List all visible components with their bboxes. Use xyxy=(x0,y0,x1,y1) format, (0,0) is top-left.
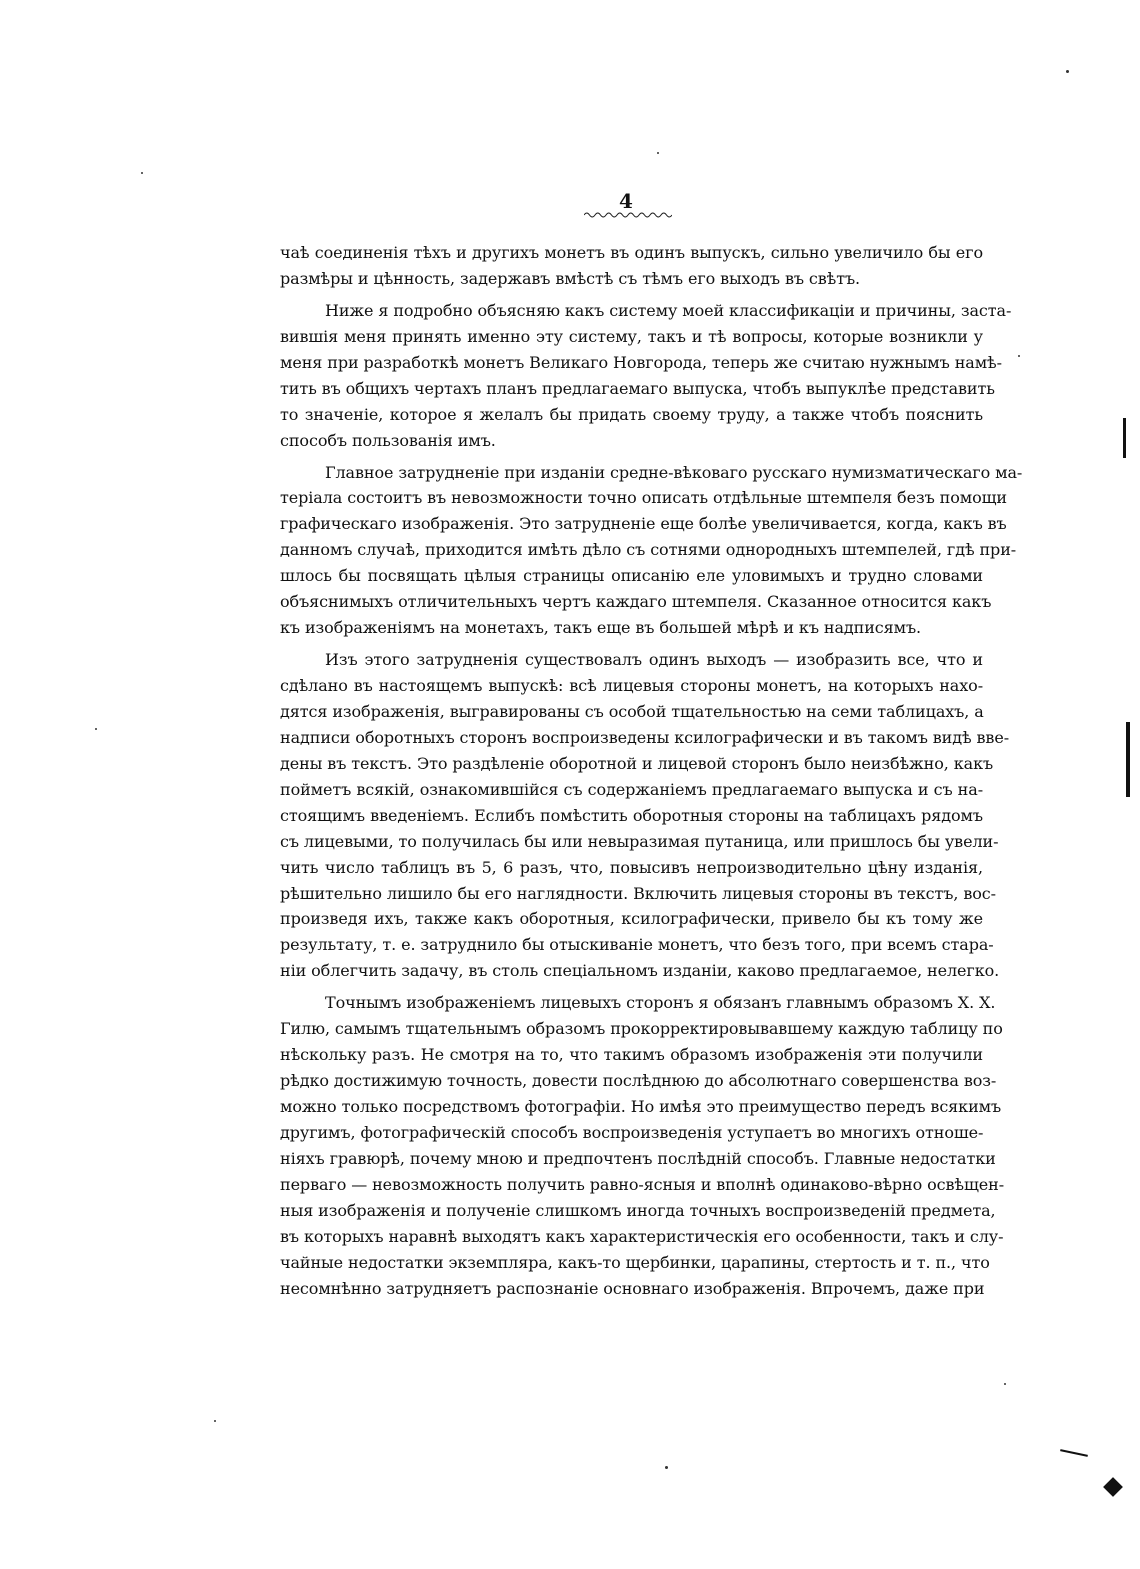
text-line: данномъ случаѣ, приходится имѣть дѣло съ сотнями однородныхъ штемпелей, гдѣ при- xyxy=(280,540,1017,560)
text-line: можно только посредствомъ фотографіи. Но имѣя это преимущество передъ всякимъ xyxy=(280,1097,1002,1116)
text-line: сдѣлано въ настоящемъ выпускѣ: всѣ лицевыя стороны монетъ, на которыхъ нахо- xyxy=(280,676,983,695)
text-line: перваго — невозможность получить равно-ясныя и вполнѣ одинаково-вѣрно освѣщен- xyxy=(280,1174,1004,1194)
text-line: дены въ текстъ. Это раздѣленіе оборотной и лицевой сторонъ было неизбѣжно, какъ xyxy=(280,753,994,773)
text-line: въ которыхъ наравнѣ выходятъ какъ характеристическія его особенности, такъ и слу- xyxy=(280,1226,1004,1246)
text-line: стоящимъ введеніемъ. Еслибъ помѣстить оборотныя стороны на таблицахъ рядомъ xyxy=(280,805,983,825)
binding-edge-mark xyxy=(1103,1477,1123,1497)
scan-speck xyxy=(1018,355,1020,357)
text-line: объяснимыхъ отличительныхъ чертъ каждаго штемпеля. Сказанное относится какъ xyxy=(280,592,992,612)
text-line: Гилю, самымъ тщательнымъ образомъ прокорректировывавшему каждую таблицу по xyxy=(280,1019,1003,1039)
text-line: Точнымъ изображеніемъ лицевыхъ сторонъ я обязанъ главнымъ образомъ Х. Х. xyxy=(325,993,996,1013)
binding-edge-mark xyxy=(1060,1449,1088,1457)
text-line: несомнѣнно затрудняетъ распознаніе основнаго изображенія. Впрочемъ, даже при xyxy=(280,1278,985,1298)
scan-speck xyxy=(1004,1383,1006,1385)
text-line: чаѣ соединенія тѣхъ и другихъ монетъ въ одинъ выпускъ, сильно увеличило бы его xyxy=(280,243,983,262)
scan-speck xyxy=(95,728,97,730)
body-text xyxy=(280,240,1023,1302)
text-line: графическаго изображенія. Это затрудненіе еще болѣе увеличивается, когда, какъ въ xyxy=(280,514,1007,534)
text-line: ніи облегчить задачу, въ столь спеціальномъ изданіи, каково предлагаемое, нелегко. xyxy=(280,961,1000,981)
text-line: чайные недостатки экземпляра, какъ-то щербинки, царапины, стертость и т. п., что xyxy=(280,1252,990,1272)
text-line: дятся изображенія, выгравированы съ особой тщательностью на семи таблицахъ, а xyxy=(280,701,984,721)
text-line: рѣдко достижимую точность, довести послѣднюю до абсолютнаго совершенства воз- xyxy=(280,1071,997,1091)
text-line: Главное затрудненіе при изданіи средне-вѣковаго русскаго нумизматическаго ма- xyxy=(325,462,1023,482)
scan-speck xyxy=(214,1420,216,1422)
text-line: шлось бы посвящать цѣлыя страницы описанію еле уловимыхъ и трудно словами xyxy=(280,566,983,586)
binding-edge-mark xyxy=(1126,722,1130,797)
text-line: произведя ихъ, также какъ оборотныя, ксилографически, привело бы къ тому же xyxy=(280,909,983,929)
text-line: къ изображеніямъ на монетахъ, такъ еще въ большей мѣрѣ и къ надписямъ. xyxy=(280,618,922,638)
scan-speck xyxy=(657,152,659,154)
text-line: чить число таблицъ въ 5, 6 разъ, что, повысивъ непроизводительно цѣну изданія, xyxy=(280,857,983,877)
text-line: то значеніе, которое я желалъ бы придать своему труду, а также чтобъ пояснить xyxy=(280,404,983,424)
text-line: съ лицевыми, то получилась бы или невыразимая путаница, или пришлось бы увели- xyxy=(280,831,999,851)
text-line: ніяхъ гравюрѣ, почему мною и предпочтенъ послѣдній способъ. Главные недостатки xyxy=(280,1148,996,1168)
text-line: меня при разработкѣ монетъ Великаго Новгорода, теперь же считаю нужнымъ намѣ- xyxy=(280,352,1002,372)
text-line: тить въ общихъ чертахъ планъ предлагаемаго выпуска, чтобъ выпуклѣе представить xyxy=(280,378,995,398)
scan-speck xyxy=(665,1466,668,1469)
text-line: пойметъ всякій, ознакомившійся съ содержаніемъ предлагаемаго выпуска и съ на- xyxy=(280,779,983,799)
page-number: 4 xyxy=(619,189,633,213)
text-line: результату, т. е. затруднило бы отыскиваніе монетъ, что безъ того, при всемъ стара- xyxy=(280,935,994,955)
scan-speck xyxy=(1066,70,1069,73)
text-line: ныя изображенія и полученіе слишкомъ иногда точныхъ воспроизведеній предмета, xyxy=(280,1200,996,1220)
text-line: другимъ, фотографическій способъ воспроизведенія уступаетъ во многихъ отноше- xyxy=(280,1122,984,1142)
text-line: Изъ этого затрудненія существовалъ одинъ выходъ — изобразить все, что и xyxy=(325,650,983,670)
binding-edge-mark xyxy=(1123,418,1126,458)
text-line: нѣскольку разъ. Не смотря на то, что такимъ образомъ изображенія эти получили xyxy=(280,1045,983,1065)
page-number-ornament xyxy=(584,210,672,220)
text-line: способъ пользованія имъ. xyxy=(280,430,496,450)
text-line: Ниже я подробно объясняю какъ систему моей классификаціи и причины, заста- xyxy=(325,300,1012,320)
text-line: рѣшительно лишило бы его наглядности. Включить лицевыя стороны въ текстъ, вос- xyxy=(280,883,996,903)
text-line: теріала состоитъ въ невозможности точно описать отдѣльные штемпеля безъ помощи xyxy=(280,488,1007,508)
text-line: надписи оборотныхъ сторонъ воспроизведены ксилографически и въ такомъ видѣ вве- xyxy=(280,727,1010,747)
scan-speck xyxy=(141,172,143,174)
text-line: вившія меня принять именно эту систему, такъ и тѣ вопросы, которые возникли у xyxy=(280,326,983,346)
text-line: размѣры и цѣнность, задержавъ вмѣстѣ съ тѣмъ его выходъ въ свѣтъ. xyxy=(280,268,861,288)
